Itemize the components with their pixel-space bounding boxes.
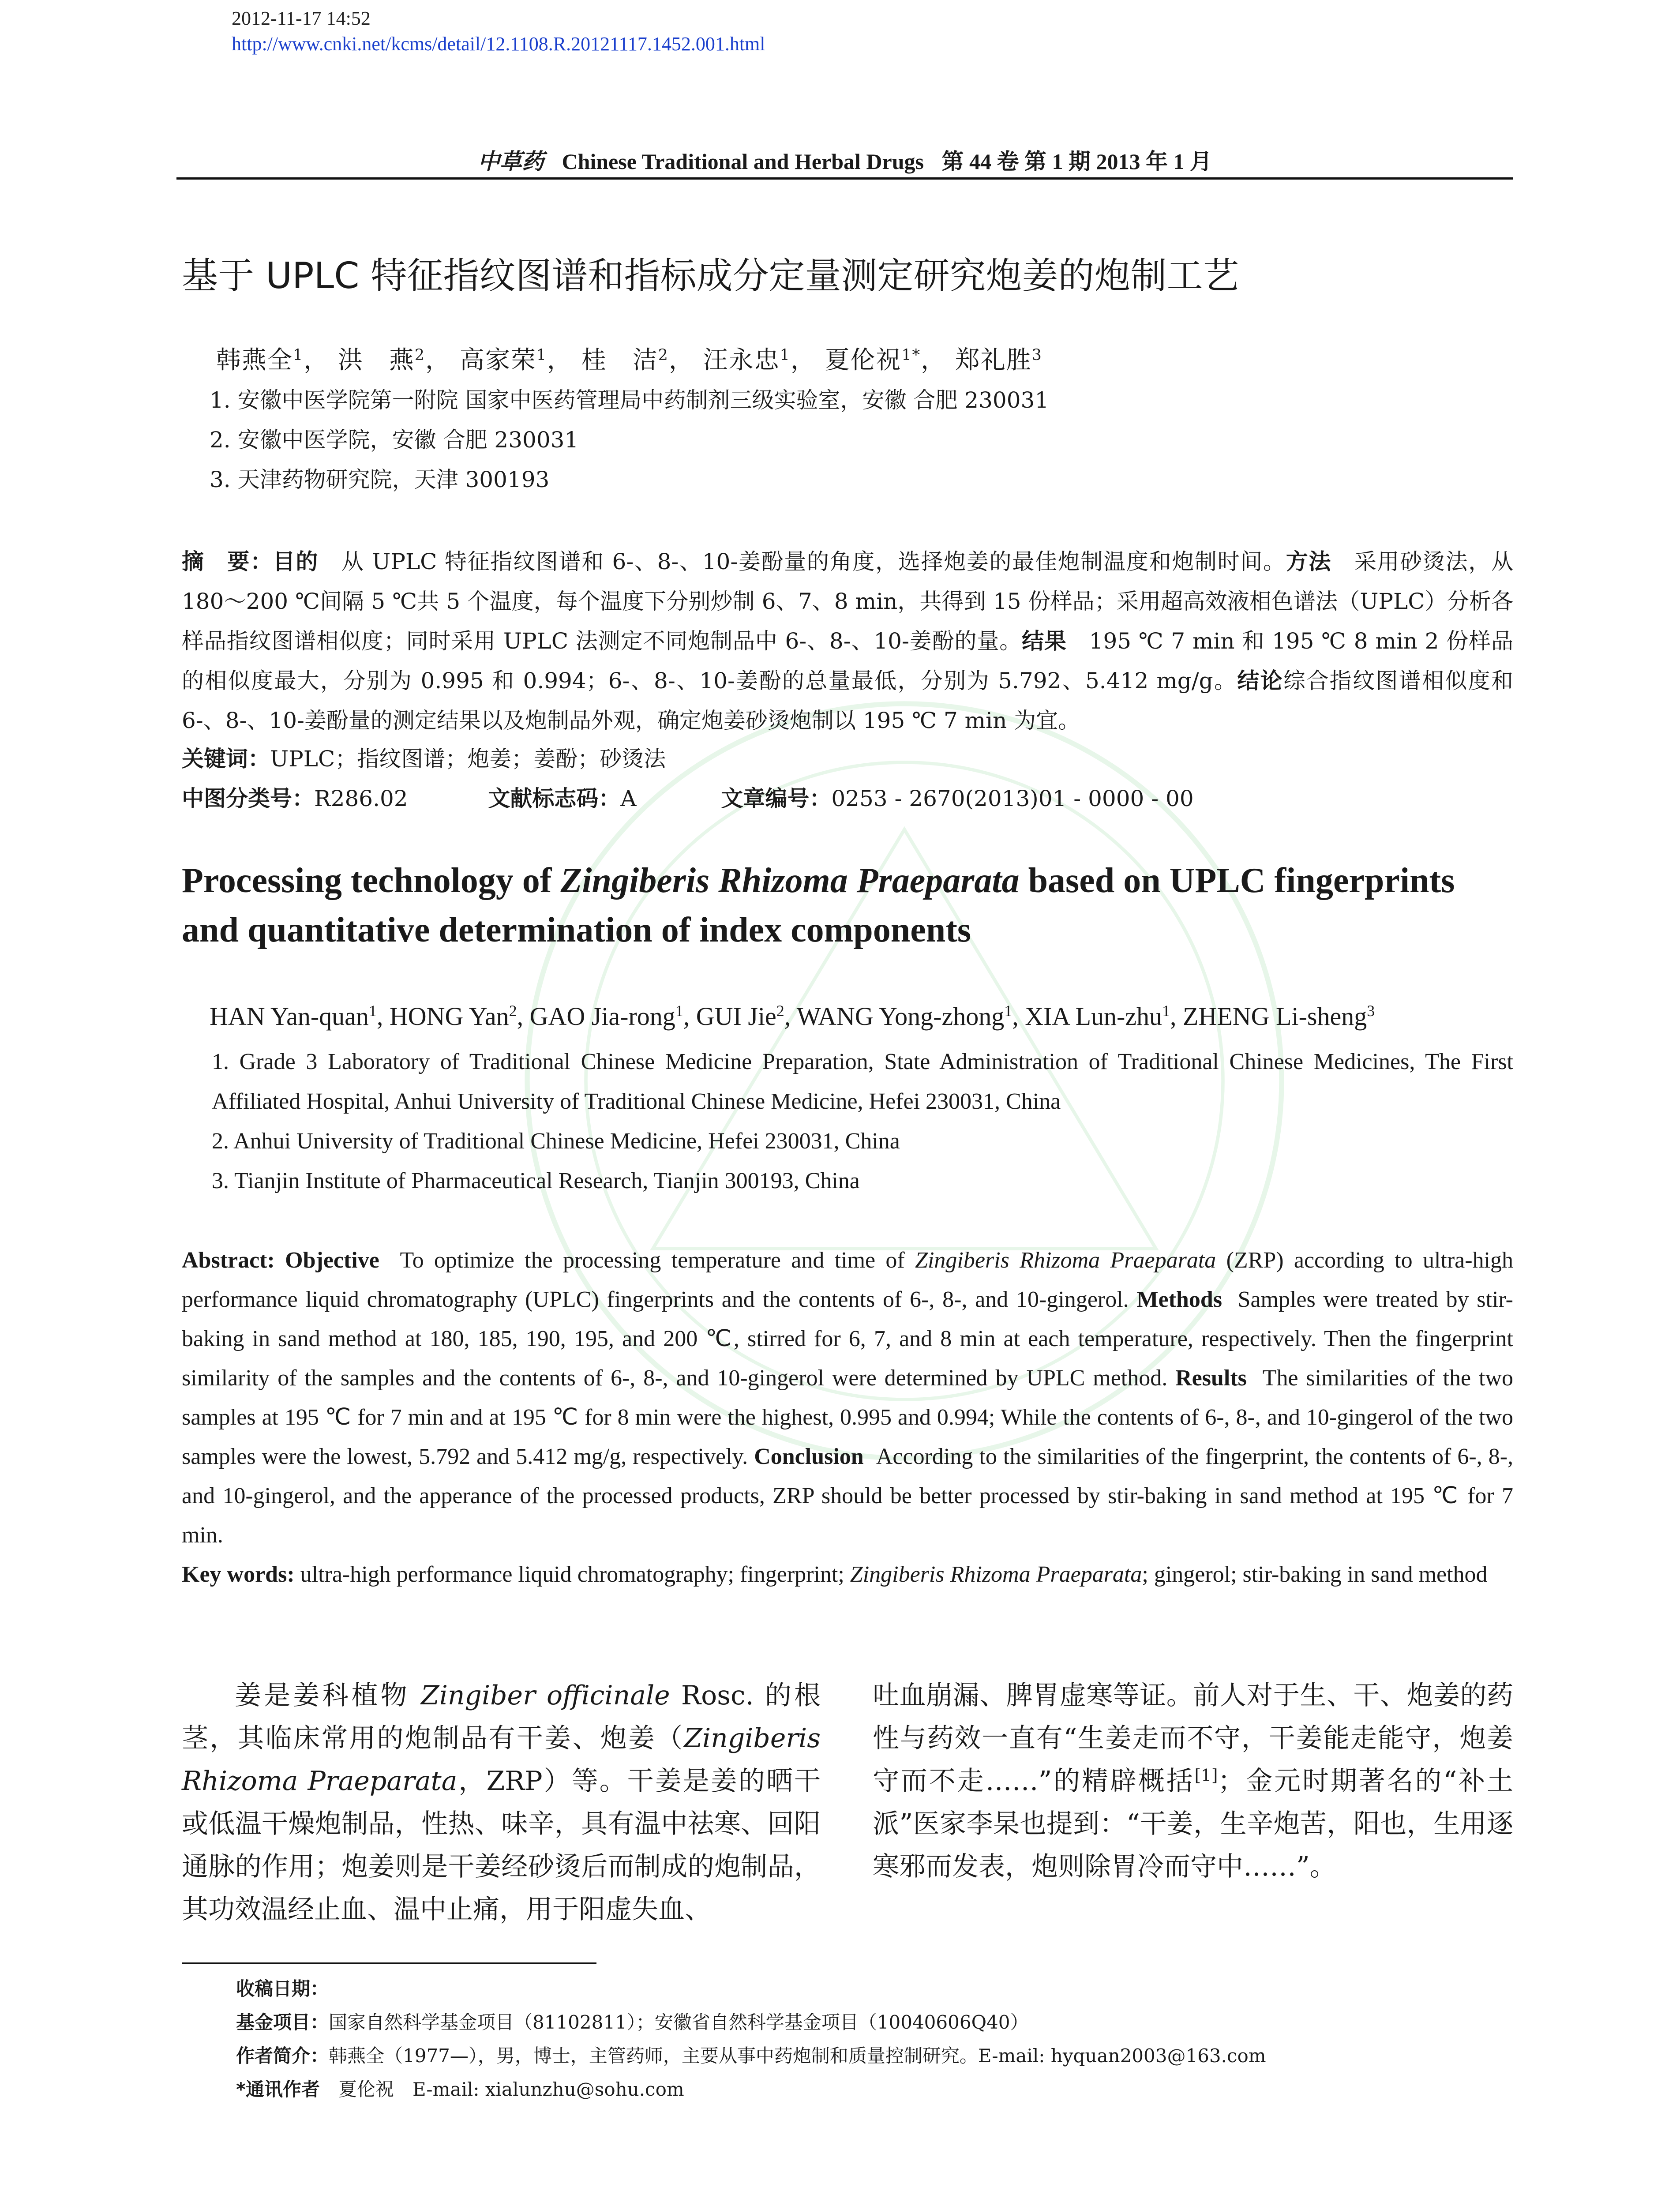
- header-rule: [176, 177, 1513, 180]
- author-en: HONG Yan$^2$,: [389, 1002, 530, 1031]
- journal-volume: 第 44 卷 第 1 期 2013 年 1 月: [941, 149, 1212, 174]
- conclusion-cn: 综合指纹图谱相似度和 6-、8-、10-姜酚量的测定结果以及炮制品外观，确定炮姜砂烫炮制以 195 ℃ 7 min 为宜。: [182, 668, 1514, 733]
- doc-code-label: 文献标志码：: [488, 786, 621, 811]
- methods-cn-label: 方法: [1286, 549, 1332, 574]
- conclusion-en-label: Conclusion: [754, 1444, 864, 1469]
- doc-code-value: A: [620, 786, 637, 811]
- footnote-corresponding: *通讯作者 夏伦祝 E-mail: xialunzhu@sohu.com: [236, 2078, 684, 2100]
- affiliation-en-2: 2. Anhui University of Traditional Chinese Medicine, Hefei 230031, China: [212, 1129, 900, 1154]
- results-cn-label: 结果: [1022, 628, 1067, 654]
- author-cn: 郑礼胜$^3$: [955, 346, 1042, 375]
- publish-timestamp: 2012-11-17 14:52: [232, 8, 371, 29]
- footnote-rule: [182, 1962, 596, 1964]
- results-cn: 195 ℃ 7 min 和 195 ℃ 8 min 2 份样品的相似度最大，分别为 0.995 和 0.994；6-、8-、10-姜酚的总量最低，分别为 5.792、5.412 mg/g。: [182, 628, 1513, 694]
- journal-header: [176, 144, 1513, 176]
- conclusion-cn-label: 结论: [1237, 668, 1283, 694]
- objective-cn-label: 目的: [273, 549, 319, 574]
- author-cn: 洪 燕$^2$，: [338, 346, 451, 375]
- footnote-author: 作者简介：韩燕全（1977—），男，博士，主管药师，主要从事中药炮制和质量控制研究。E-mail: hyquan2003@163.com: [236, 2045, 1266, 2067]
- authors-cn: [216, 341, 1042, 376]
- cnki-link[interactable]: http://www.cnki.net/kcms/detail/12.1108.R.20121117.1452.001.html: [232, 33, 765, 55]
- results-en: The similarities of the two samples at 195 ℃ for 7 min and at 195 ℃ for 8 min were the highest, 0.995 and 0.994; While the contents of 6-, 8-, and 10-gingerol of the two samples were the lowest, 5.792 and 5.412 mg/g, respectively.: [182, 1366, 1513, 1469]
- body-column-right: [873, 1674, 1513, 1888]
- affiliations-en: [212, 1042, 1513, 1201]
- objective-cn: 从 UPLC 特征指纹图谱和 6-、8-、10-姜酚量的角度，选择炮姜的最佳炮制温度和炮制时间。: [341, 549, 1286, 574]
- footnote-received: 收稿日期：: [236, 1978, 329, 2000]
- authors-en: [210, 1002, 1375, 1031]
- affiliation-cn-3: 3. 天津药物研究院，天津 300193: [210, 467, 550, 492]
- body-column-left: [182, 1674, 821, 1931]
- methods-en-label: Methods: [1136, 1287, 1222, 1312]
- author-en: XIA Lun-zhu$^1$,: [1025, 1002, 1183, 1031]
- keywords-cn-label: 关键词：: [182, 746, 270, 772]
- keywords-cn-text: UPLC；指纹图谱；炮姜；姜酚；砂烫法: [270, 746, 666, 772]
- conclusion-en: According to the similarities of the fingerprint, the contents of 6-, 8-, and 10-gingerol, and the apperance of the processed products, ZRP should be better processed by stir-baking in sand method at 195 ℃ for 7 min.: [182, 1444, 1514, 1548]
- article-no-value: 0253 - 2670(2013)01 - 0000 - 00: [831, 786, 1194, 811]
- affiliation-cn-2: 2. 安徽中医学院，安徽 合肥 230031: [210, 427, 579, 453]
- author-cn: 高家荣$^1$，: [459, 346, 573, 375]
- citation-ref[interactable]: [1]: [1194, 1765, 1218, 1785]
- abstract-en-label: Abstract:: [182, 1248, 275, 1273]
- journal-en-name: Chinese Traditional and Herbal Drugs: [562, 149, 924, 174]
- abstract-cn-label: 摘 要：: [182, 549, 273, 574]
- title-cn: 基于 UPLC 特征指纹图谱和指标成分定量测定研究炮姜的炮制工艺: [182, 255, 1239, 297]
- footnote-fund: 基金项目：国家自然科学基金项目（81102811）；安徽省自然科学基金项目（10040606Q40）: [236, 2011, 1029, 2033]
- results-en-label: Results: [1175, 1366, 1247, 1391]
- affiliation-cn-1: 1. 安徽中医学院第一附院 国家中医药管理局中药制剂三级实验室，安徽 合肥 230031: [210, 387, 1049, 413]
- keywords-cn: [182, 741, 666, 773]
- journal-cn-name: 中草药: [478, 149, 544, 174]
- title-en: Processing technology of Zingiberis Rhizoma Praeparata based on UPLC fingerprints and quantitative determination of index components: [182, 861, 1455, 949]
- author-cn: 桂 洁$^2$，: [581, 346, 694, 375]
- author-cn: 汪永忠$^1$，: [703, 346, 816, 375]
- abstract-en: Abstract: Objective To optimize the processing temperature and time of Zingiberis Rhizoma Praeparata (ZRP) according to ultra-high performance liquid chromatography (UPLC) fingerprints and the contents of 6-, 8-, and 10-gingerol. Methods Samples were treated by stir-baking in sand method at 180, 185, 190, 195, and 200 ℃, stirred for 6, 7, and 8 min at each temperature, respectively. Then the fingerprint similarity of the samples and the contents of 6-, 8-, and 10-gingerol were determined by UPLC method. Results The similarities of the two samples at 195 ℃ for 7 min and at 195 ℃ for 8 min were the highest, 0.995 and 0.994; While the contents of 6-, 8-, and 10-gingerol of the two samples were the lowest, 5.792 and 5.412 mg/g, respectively. Conclusion According to the similarities of the fingerprint, the contents of 6-, 8-, and 10-gingerol, and the apperance of the processed products, ZRP should be better processed by stir-baking in sand method at 195 ℃ for 7 min. Key words: ultra-high performance liquid chromatography; fingerprint; Zingiberis Rhizoma Praeparata; gingerol; stir-baking in sand method: [182, 1248, 1514, 1587]
- classification-row: [182, 781, 1194, 813]
- body-paragraph: 姜是姜科植物 Zingiber officinale Rosc. 的根茎，其临床常用的炮制品有干姜、炮姜（Zingiberis Rhizoma Praeparata，ZRP）等。干姜是姜的晒干或低温干燥炮制品，性热、味辛，具有温中祛寒、回阳通脉的作用；炮姜则是干姜经砂烫后而制成的炮制品，其功效温经止血、温中止痛，用于阳虚失血、: [182, 1680, 821, 1925]
- author-en: HAN Yan-quan$^1$,: [210, 1002, 390, 1031]
- keywords-en-label: Key words:: [182, 1562, 295, 1587]
- objective-en-label: Objective: [285, 1248, 379, 1273]
- author-cn: 韩燕全$^1$，: [216, 346, 330, 375]
- author-en: ZHENG Li-sheng$^3$: [1183, 1002, 1375, 1031]
- clc-label: 中图分类号：: [182, 786, 314, 811]
- affiliation-en-3: 3. Tianjin Institute of Pharmaceutical Research, Tianjin 300193, China: [212, 1168, 860, 1193]
- methods-en: Samples were treated by stir-baking in sand method at 180, 185, 190, 195, and 200 ℃, stirred for 6, 7, and 8 min at each temperature, respectively. Then the fingerprint similarity of the samples and the contents of 6-, 8-, and 10-gingerol were determined by UPLC method.: [182, 1287, 1513, 1391]
- clc-value: R286.02: [314, 786, 408, 811]
- author-en: WANG Yong-zhong$^1$,: [796, 1002, 1025, 1031]
- author-en: GAO Jia-rong$^1$,: [529, 1002, 696, 1031]
- author-en: GUI Jie$^2$,: [696, 1002, 797, 1031]
- methods-cn: 采用砂烫法，从 180～200 ℃间隔 5 ℃共 5 个温度，每个温度下分别炒制 6、7、8 min，共得到 15 份样品；采用超高效液相色谱法（UPLC）分析各样品指纹图谱相似度；同时采用 UPLC 法测定不同炮制品中 6-、8-、10-姜酚的量。: [182, 549, 1514, 654]
- affiliation-en-1: 1. Grade 3 Laboratory of Traditional Chinese Medicine Preparation, State Administration of Traditional Chinese Medicines, The First Affiliated Hospital, Anhui University of Traditional Chinese Medicine, Hefei 230031, China: [212, 1049, 1513, 1114]
- abstract-cn: [182, 542, 1513, 740]
- article-no-label: 文章编号：: [721, 786, 832, 811]
- body-paragraph: 吐血崩漏、脾胃虚寒等证。前人对于生、干、炮姜的药性与药效一直有“生姜走而不守，干姜能走能守，炮姜守而不走……”的精辟概括[1]；金元时期著名的“补土派”医家李杲也提到：“干姜，生辛炮苦，阳也，生用逐寒邪而发表，炮则除胃冷而守中……”。: [873, 1680, 1513, 1882]
- author-cn: 夏伦祝$^{1*}$，: [825, 346, 946, 375]
